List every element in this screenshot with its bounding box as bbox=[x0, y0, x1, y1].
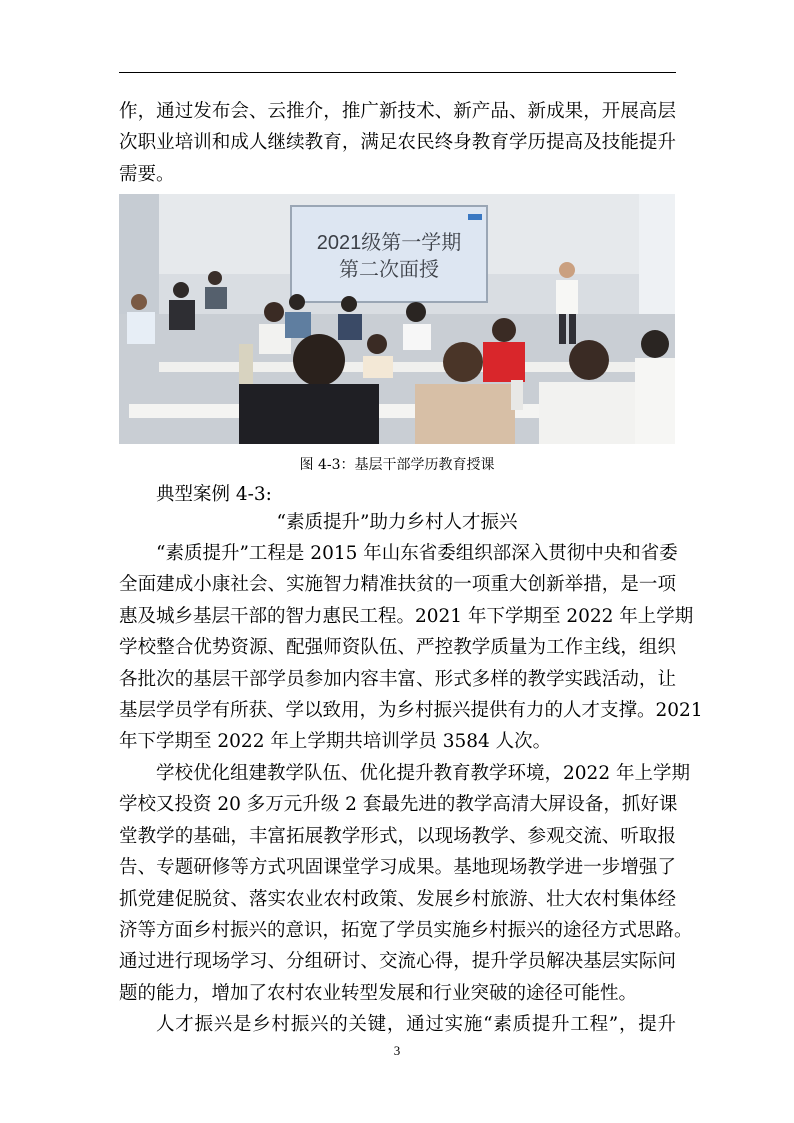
intro-paragraph bbox=[119, 96, 676, 190]
text-line: 学校整合优势资源、配强师资队伍、严控教学质量为工作主线，组织 bbox=[119, 637, 676, 659]
text-line: 告、专题研修等方式巩固课堂学习成果。基地现场教学进一步增强了 bbox=[119, 857, 676, 879]
figure-caption: 图 4-3：基层干部学历教育授课 bbox=[299, 457, 495, 473]
text-line: 全面建成小康社会、实施智力精准扶贫的一项重大创新举措，是一项 bbox=[119, 574, 676, 596]
text-line: 人才振兴是乡村振兴的关键，通过实施“素质提升工程”，提升 bbox=[156, 1014, 676, 1035]
projection-screen bbox=[291, 206, 487, 302]
text-line: 济等方面乡村振兴的意识，拓宽了学员实施乡村振兴的途径方式思路。 bbox=[119, 920, 693, 942]
text-line: “素质提升”工程是 2015 年山东省委组织部深入贯彻中央和省委 bbox=[156, 543, 678, 564]
text-line: 年下学期至 2022 年上学期共培训学员 3584 人次。 bbox=[119, 731, 552, 753]
text-line: 通过进行现场学习、分组研讨、交流心得，提升学员解决基层实际问 bbox=[119, 951, 676, 973]
text-line: 学校优化组建教学队伍、优化提升教育教学环境，2022 年上学期 bbox=[156, 763, 690, 784]
case-title: “素质提升”助力乡村人才振兴 bbox=[276, 512, 518, 533]
case-paragraph-2 bbox=[119, 758, 693, 1009]
text-line: 需要。 bbox=[119, 163, 175, 185]
page-number: 3 bbox=[393, 1043, 401, 1058]
text-line: 惠及城乡基层干部的智力惠民工程。2021 年下学期至 2022 年上学期 bbox=[119, 605, 694, 627]
case-paragraph-1 bbox=[119, 538, 703, 758]
text-line: 抓党建促脱贫、落实农业农村政策、发展乡村旅游、壮大农村集体经 bbox=[119, 888, 676, 910]
classroom-photo bbox=[119, 194, 675, 444]
text-line: 次职业培训和成人继续教育，满足农民终身教育学历提高及技能提升 bbox=[119, 132, 676, 154]
text-line: 题的能力，增加了农村农业转型发展和行业突破的途径可能性。 bbox=[119, 982, 638, 1004]
header-rule bbox=[119, 72, 676, 73]
text-line: 学校又投资 20 多万元升级 2 套最先进的教学高清大屏设备，抓好课 bbox=[119, 794, 678, 816]
screen-text-line2: 第二次面授 bbox=[339, 259, 439, 281]
text-line: 基层学员学有所获、学以致用，为乡村振兴提供有力的人才支撑。2021 bbox=[119, 700, 703, 722]
case-paragraph-3 bbox=[119, 1009, 676, 1040]
screen-text-line1: 2021级第一学期 bbox=[316, 232, 462, 254]
text-line: 堂教学的基础，丰富拓展教学形式，以现场教学、参观交流、听取报 bbox=[119, 825, 676, 847]
classroom-photo-illustration bbox=[119, 194, 675, 444]
text-line: 各批次的基层干部学员参加内容丰富、形式多样的教学实践活动，让 bbox=[119, 668, 676, 690]
case-label: 典型案例 4-3: bbox=[156, 484, 272, 505]
text-line: 作，通过发布会、云推介，推广新技术、新产品、新成果，开展高层 bbox=[119, 101, 676, 122]
